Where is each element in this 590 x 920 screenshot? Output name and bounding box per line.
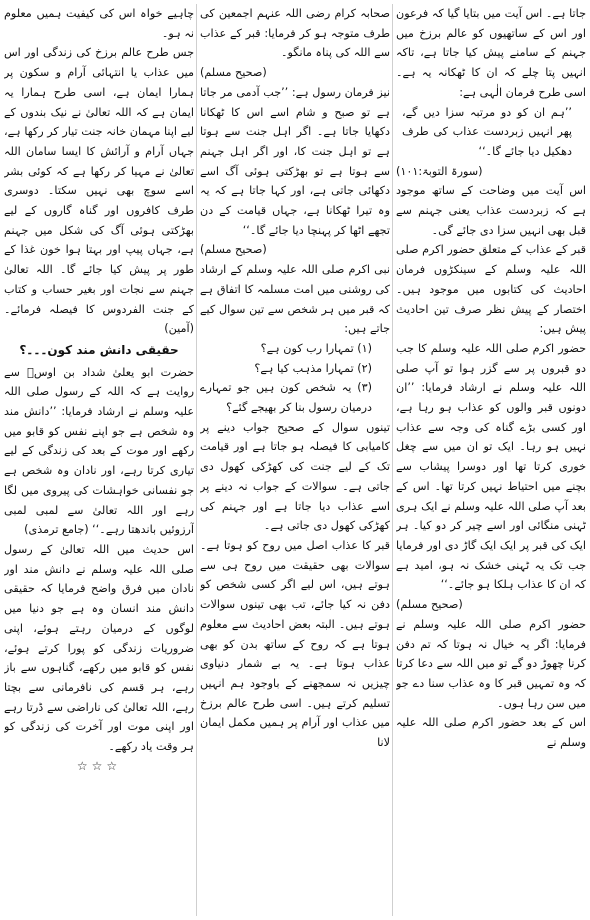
paragraph: قبر کے عذاب کے متعلق حضور اکرم صلی اللہ علیہ وسلم کے سینکڑوں فرمان احادیث کی کتابوں میں موجود ہیں۔ اختصار کے پیش نظر صرف تین احادیث پیش ہیں: [396, 243, 586, 336]
source-citation: (سورۃ التوبۃ:۱۰۱) [396, 164, 483, 178]
paragraph: حضور اکرم صلی اللہ علیہ وسلم نے فرمایا: اگر یہ خیال نہ ہوتا کہ تم دفن کرنا چھوڑ دو گے تو میں اللہ سے دعا کرتا کہ وہ تمہیں قبر کا وہ عذاب سنا دے جو میں سن رہا ہوں۔ [396, 617, 586, 710]
source-citation: (صحیح مسلم) [396, 598, 463, 612]
paragraph: اس آیت میں وضاحت کے ساتھ موجود ہے کہ زبردست عذاب یعنی جہنم سے قبل بھی انہیں سزا دی جائے گی۔ [396, 184, 586, 237]
text-column-middle [200, 4, 390, 916]
question-item: (۱) تمہارا رب کون ہے؟ [260, 341, 372, 355]
question-item: (۲) تمہارا مذہب کیا ہے؟ [254, 361, 372, 375]
quran-verse: ’’ہم ان کو دو مرتبہ سزا دیں گے، پھر انہیں زبردست عذاب کی طرف دھکیل دیا جائے گا۔‘‘ [402, 105, 572, 158]
paragraph: حضور اکرم صلی اللہ علیہ وسلم کا جب دو قبروں پر سے گزر ہوا تو آپ صلی اللہ علیہ وسلم نے ارشاد فرمایا: ’’ان دونوں قبر والوں کو عذاب ہو رہا ہے، اور کسی بڑے گناہ کی وجہ سے عذاب نہیں ہو رہا۔ ایک تو ان میں سے چغل خوری کرتا تھا اور دوسرا پیشاب سے بچنے میں احتیاط نہیں کرتا تھا۔ اس کے بعد آپ صلی اللہ علیہ وسلم نے ایک ہری ٹہنی منگائی اور اسے چیر کر دو کیا۔ ہر ایک کی قبر پر ایک ایک گاڑ دی اور فرمایا جب تک یہ ٹہنی خشک نہ ہو، امید ہے کہ ان کا عذاب ہلکا ہو جائے۔‘‘ [396, 341, 586, 592]
paragraph: صحابہ کرام رضی اللہ عنہم اجمعین کی طرف متوجہ ہو کر فرمایا: قبر کے عذاب سے اللہ کی پناہ مانگو۔ [200, 7, 390, 60]
paragraph: قبر کا عذاب اصل میں روح کو ہوتا ہے۔ سوالات بھی حقیقت میں روح ہی سے ہوتے ہیں، اس لیے اگر کسی شخص کو دفن نہ کیا جائے، تب بھی تینوں سوالات ہوتے ہیں۔ البتہ بعض احادیث سے معلوم ہوتا ہے کہ روح کے ساتھ بدن کو بھی عذاب ہوتا ہے۔ یہ بے شمار دنیاوی چیزیں نہ سمجھنے کے باوجود ہم انہیں تسلیم کرتے ہیں۔ اسی طرح عالم برزخ میں عذاب اور آرام پر ہمیں مکمل ایمان لانا [200, 538, 390, 750]
paragraph: نبی اکرم صلی اللہ علیہ وسلم کے ارشاد کی روشنی میں امت مسلمہ کا اتفاق ہے کہ قبر میں ہر شخص سے تین سوال کیے جاتے ہیں: [200, 263, 390, 336]
text-column-left [4, 4, 194, 916]
paragraph: اس کے بعد حضور اکرم صلی اللہ علیہ وسلم نے [396, 716, 586, 750]
paragraph: چاہیے خواہ اس کی کیفیت ہمیں معلوم نہ ہو۔ [4, 7, 194, 40]
end-stars: ☆☆☆ [76, 758, 122, 773]
paragraph: جس طرح عالم برزخ کی زندگی اور اس میں عذاب یا انتہائی آرام و سکون پر ہمارا ایمان ہے، اسی طرح ہمارا یہ ایمان ہے کہ اللہ تعالیٰ نے نیک بندوں کے لیے اپنا مہمان خانہ جنت تیار کر رکھا ہے، جہاں آرام و آرائش کا ایسا سامان اللہ تعالیٰ نے مہیا کر رکھا ہے کہ کوئی بشر اسے سوچ بھی نہیں سکتا۔ دوسری طرف کافروں اور گناہ گاروں کے لیے بھڑکتی ہوئی آگ کی شکل میں جہنم ہے، جہاں پیپ اور بہتا ہوا خون غذا کے طور پر پیش کیا جائے گا۔ اللہ تعالیٰ جہنم سے نجات اور بغیر حساب و کتاب کے جنت الفردوس کا فیصلہ فرمائے۔ (آمین) [4, 46, 194, 336]
column-divider [392, 4, 393, 916]
paragraph: نیز فرمان رسول ہے: ’’جب آدمی مر جاتا ہے تو صبح و شام اسے اس کا ٹھکانا دکھایا جاتا ہے۔ اگر اہل جنت سے ہوتا ہے تو اہل جنت کا، اور اگر اہل جہنم سے ہوتا ہے تو بھڑکتی ہوئی آگ اسے دکھائی جاتی ہے، اور کہا جاتا ہے کہ یہ وہ تیرا ٹھکانا ہے، جہاں قیامت کے دن تجھے اٹھا کر پہنچا دیا جائے گا۔‘‘ [200, 85, 390, 237]
text-column-right [396, 4, 586, 916]
source-citation: (صحیح مسلم) [200, 243, 267, 257]
section-heading: حقیقی دانش مند کون۔۔۔؟ [19, 342, 179, 357]
paragraph: اس حدیث میں اللہ تعالیٰ کے رسول صلی اللہ علیہ وسلم نے دانش مند اور نادان میں فرق واضح فرمایا کہ حقیقی دانش مند انسان وہ ہے جو دنیا میں لوگوں کے درمیان رہتے ہوئے، اپنی ضروریات زندگی کو پورا کرتے ہوئے، نفس کو قابو میں رکھے، گناہوں سے باز رہے، ہر قسم کی نافرمانی سے بچتا رہے، اللہ تعالیٰ کی ناراضی سے ڈرتا رہے اور اپنی موت اور آخرت کی زندگی کو ہر وقت یاد رکھے۔ [4, 542, 194, 754]
paragraph: حضرت ابو یعلیٰ شداد بن اوسؓ سے روایت ہے کہ اللہ کے رسول صلی اللہ علیہ وسلم نے ارشاد فرمایا: ’’دانش مند وہ شخص ہے جو اپنے نفس کو قابو میں رکھے اور موت کے بعد کی زندگی کے لیے تیاری کرتا رہے، اور نادان وہ شخص ہے جو نفسانی خواہشات کی پیروی میں لگا رہے اور اللہ تعالیٰ سے لمبی لمبی آرزوئیں باندھتا رہے۔‘‘ (جامع ترمذی) [4, 365, 194, 537]
question-item: (۳) یہ شخص کون ہیں جو تمہارے درمیان رسول بنا کر بھیجے گئے؟ [200, 381, 372, 415]
column-divider [196, 4, 197, 916]
paragraph: جاتا ہے۔ اس آیت میں بتایا گیا کہ فرعون اور اس کے ساتھیوں کو عالم برزخ میں جہنم کے سامنے پیش کیا جاتا ہے، تاکہ انہیں پتا چلے کہ ان کا ٹھکانہ یہ ہے۔ اسی طرح فرمان الٰہی ہے: [396, 7, 586, 99]
paragraph: تینوں سوال کے صحیح جواب دینے پر کامیابی کا فیصلہ ہو جاتا ہے اور قیامت تک کے لیے جنت کی کھڑکی کھول دی جاتی ہے۔ سوالات کے جواب نہ دینے پر اسے عذاب دیا جاتا ہے اور جہنم کی کھڑکی کھول دی جاتی ہے۔ [200, 420, 390, 533]
source-citation: (صحیح مسلم) [200, 66, 267, 80]
